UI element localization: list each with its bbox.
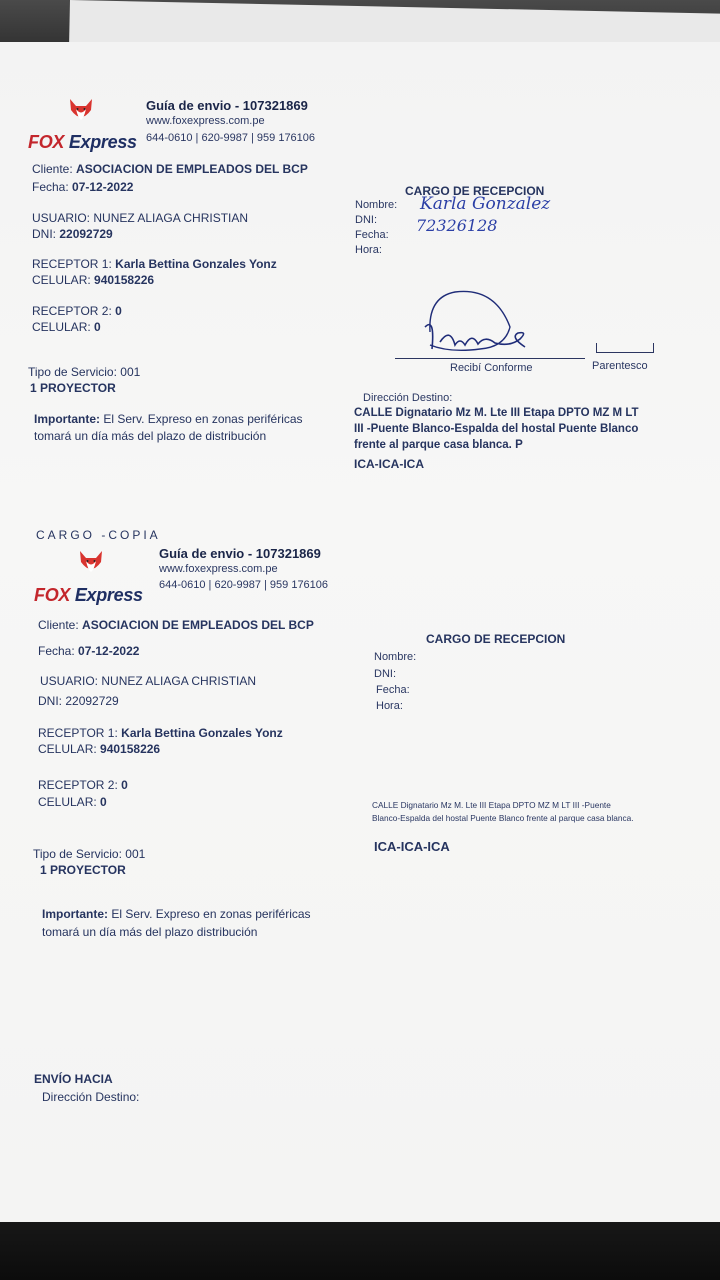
hora-label-copy: Hora: <box>376 700 403 712</box>
parentesco-tick-right <box>653 343 654 352</box>
servicio-item-copy: 1 PROYECTOR <box>40 863 126 877</box>
destino-copy-line1: CALLE Dignatario Mz M. Lte III Etapa DPTO MZ M LT III -Puente <box>372 800 611 810</box>
receptor1-line: RECEPTOR 1: Karla Bettina Gonzales Yonz <box>32 257 277 271</box>
importante-line2-copy: tomará un día más del plazo distribución <box>42 925 258 939</box>
destino-copy-line2: Blanco-Espalda del hostal Puente Blanco frente al parque casa blanca. <box>372 813 634 823</box>
fecha-label-copy: Fecha: <box>376 684 410 696</box>
signature-scribble <box>400 287 550 367</box>
dni-line-copy: DNI: 22092729 <box>38 694 119 708</box>
celular2-line: CELULAR: 0 <box>32 320 101 334</box>
guia-phones: 644-0610 | 620-9987 | 959 176106 <box>146 132 316 144</box>
cargo-copia-header: CARGO -COPIA <box>36 528 161 542</box>
guia-title-copy: Guía de envio - 107321869 <box>159 546 321 561</box>
envio-hacia-title: ENVÍO HACIA <box>34 1072 113 1086</box>
fecha-line: Fecha: 07-12-2022 <box>32 180 134 194</box>
dni-label-copy: DNI: <box>374 668 396 680</box>
importante-line2: tomará un día más del plazo de distribución <box>34 429 267 443</box>
cliente-line: Cliente: ASOCIACION DE EMPLEADOS DEL BCP <box>32 162 308 176</box>
fecha-label: Fecha: <box>355 229 389 241</box>
celular1-line: CELULAR: 940158226 <box>32 273 155 287</box>
fox-logo-icon-copy <box>76 548 106 578</box>
tipo-servicio-line-copy: Tipo de Servicio: 001 <box>33 847 146 861</box>
usuario-line-copy: USUARIO: NUNEZ ALIAGA CHRISTIAN <box>40 674 257 688</box>
receptor2-line-copy: RECEPTOR 2: 0 <box>38 778 128 792</box>
signature-line <box>395 358 585 359</box>
parentesco-tick-left <box>596 343 597 352</box>
guia-phones-copy: 644-0610 | 620-9987 | 959 176106 <box>159 579 329 591</box>
handwritten-dni: 72326128 <box>416 216 498 235</box>
celular1-line-copy: CELULAR: 940158226 <box>38 742 161 756</box>
tipo-servicio-line: Tipo de Servicio: 001 <box>28 365 141 379</box>
destino-line3: frente al parque casa blanca. P <box>354 439 523 451</box>
destino-line2: III -Puente Blanco-Espalda del hostal Puente Blanco <box>354 423 639 435</box>
hora-label: Hora: <box>355 244 382 256</box>
dni-line: DNI: 22092729 <box>32 227 113 241</box>
receptor1-line-copy: RECEPTOR 1: Karla Bettina Gonzales Yonz <box>38 726 283 740</box>
servicio-item: 1 PROYECTOR <box>30 381 116 395</box>
cliente-line-copy: Cliente: ASOCIACION DE EMPLEADOS DEL BCP <box>38 618 314 632</box>
recibi-conforme-label: Recibí Conforme <box>450 362 533 374</box>
parentesco-label: Parentesco <box>592 360 648 372</box>
document-sheet <box>0 42 720 1222</box>
cargo-recepcion-title-copy: CARGO DE RECEPCION <box>426 632 566 646</box>
destino-city-copy: ICA-ICA-ICA <box>374 839 450 854</box>
brand-logo-text-copy: FOX Express <box>34 585 143 605</box>
direccion-destino-label: Dirección Destino: <box>363 392 453 404</box>
usuario-line: USUARIO: NUNEZ ALIAGA CHRISTIAN <box>32 211 249 225</box>
dni-label: DNI: <box>355 214 377 226</box>
fox-logo-icon <box>66 96 96 126</box>
nombre-label: Nombre: <box>355 199 398 211</box>
importante-line1: Importante: El Serv. Expreso en zonas periféricas <box>34 412 303 426</box>
guia-website-copy: www.foxexpress.com.pe <box>159 563 278 575</box>
guia-website: www.foxexpress.com.pe <box>146 115 265 127</box>
guia-title: Guía de envio - 107321869 <box>146 98 308 113</box>
nombre-label-copy: Nombre: <box>374 651 417 663</box>
brand-logo-text: FOX Express <box>28 132 137 152</box>
celular2-line-copy: CELULAR: 0 <box>38 795 107 809</box>
cargo-recepcion-title: CARGO DE RECEPCION <box>405 184 545 198</box>
parentesco-line <box>596 352 654 353</box>
receptor2-line: RECEPTOR 2: 0 <box>32 304 122 318</box>
destino-city: ICA-ICA-ICA <box>354 457 424 471</box>
importante-line1-copy: Importante: El Serv. Expreso en zonas periféricas <box>42 907 311 921</box>
fecha-line-copy: Fecha: 07-12-2022 <box>38 644 140 658</box>
handwritten-name: Karla Gonzalez <box>420 194 551 214</box>
envio-direccion-label: Dirección Destino: <box>42 1090 140 1104</box>
destino-line1: CALLE Dignatario Mz M. Lte III Etapa DPTO MZ M LT <box>354 407 639 419</box>
